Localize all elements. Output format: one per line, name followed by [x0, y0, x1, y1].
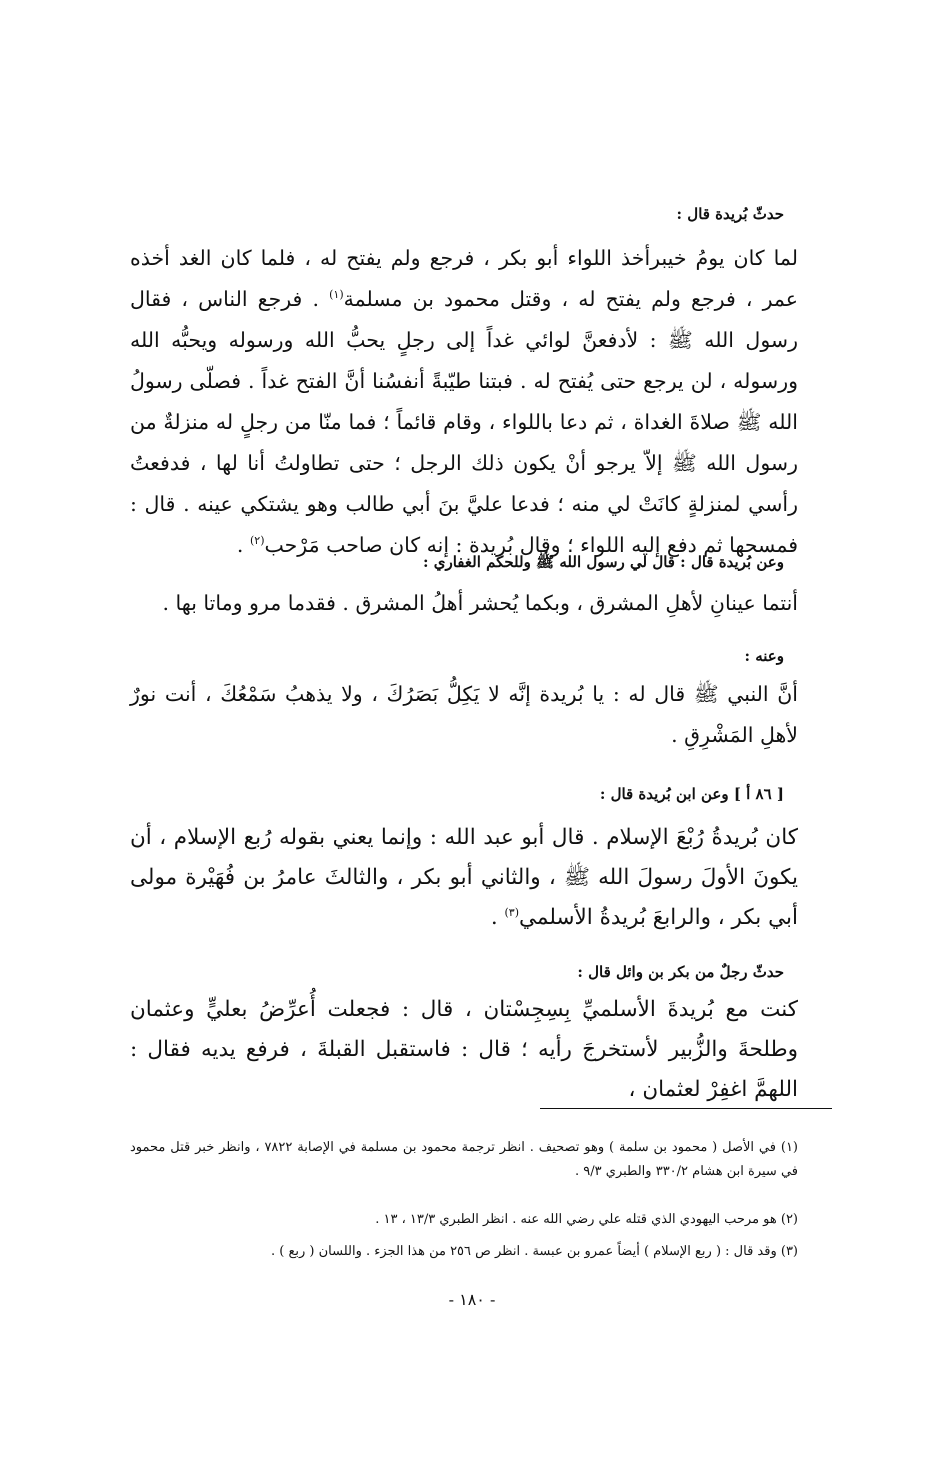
paragraph-khaybar-text-3: . [236, 533, 244, 557]
paragraph-khaybar-text-1: لما كان يومُ خيبرأخذ اللواء أبو بكر ، فرجع ولم يفتح له ، فلما كان الغد أخذه عمر ، فرجع ولم يفتح له ، وقتل محمود بن مسلمة [130, 246, 798, 311]
paragraph-quarter-islam [130, 818, 798, 938]
paragraph-khaybar [130, 238, 798, 566]
section-heading-ibn-buraida: [ ٨٦ أ ] وعن ابن بُريدة قال : [599, 785, 784, 803]
section-heading-buraida: حدثّ بُريدة قال : [676, 205, 784, 223]
paragraph-quarter-islam-end: . [490, 905, 498, 930]
paragraph-sijistan: كنت مع بُريدةَ الأسلميِّ بِسِجِسْتان ، قال : فجعلت أُعرِّضُ بعليٍّ وعثمان وطلحةَ والزُّبير لأستخرجَ رأيه ؛ قال : فاستقبل القبلةَ ، فرفع يديه فقال : اللهمَّ اغفِرْ لعثمان ، [130, 997, 798, 1102]
footnote-marker-1: (١) [329, 288, 344, 302]
footnote-marker-3: (٣) [504, 905, 520, 919]
section-heading-anhu: وعنه : [744, 647, 784, 665]
footnote-1: (١) في الأصل ( محمود بن سلمة ) وهو تصحيف . انظر ترجمة محمود بن مسلمة في الإصابة ٧٨٢٢ ، وانظر خبر قتل محمود في سيرة ابن هشام ٣٣٠/٢ والطبري ٩/٣ . [130, 1140, 798, 1179]
paragraph-two-eyes: أنتما عينانِ لأهلِ المشرق ، وبكما يُحشر أهلُ المشرق . فقدما مرو وماتا بها . [162, 591, 798, 615]
paragraph-khaybar-text-2: . فرجع الناس ، فقال رسول الله ﷺ : لأدفعنَّ لوائي غداً إلى رجلٍ يحبُّ الله ورسوله ويحبُّه الله ورسوله ، لن يرجع حتى يُفتح له . فبتنا طيّبةً أنفسُنا أنَّ الفتح غداً . فصلّى رسولُ الله ﷺ صلاةَ الغداة ، ثم دعا باللواء ، وقام قائماً ؛ فما منّا من رجلٍ له منزلةٌ من رسول الله ﷺ إلاّ يرجو أنْ يكون ذلك الرجل ؛ حتى تطاولتُ أنا لها ، فدفعتُ رأسي لمنزلةٍ كانَتْ لي منه ؛ فدعا عليَّ بنَ أبي طالب وهو يشتكي عينه . قال : فمسحها ثم دفع إليه اللواء ؛ وقال بُريدة : إنه كان صاحب مَرْحب [130, 287, 798, 557]
section-heading-east: وعن بُريدة قال : قال لي رسول الله ﷺ وللحكم الغفاري : [422, 553, 784, 571]
footnote-marker-2: (٢) [249, 534, 265, 548]
paragraph-light-of-east: أنَّ النبي ﷺ قال له : يا بُريدة إنَّه لا يَكِلُّ بَصَرُكَ ، ولا يذهبُ سَمْعُكَ ، أنت نورٌ لأهلِ المَشْرِقِ . [130, 682, 798, 747]
footnote-2: (٢) هو مرحب اليهودي الذي قتله علي رضي الله عنه . انظر الطبري ١٣/٣ ، ١٣ . [375, 1212, 798, 1227]
section-heading-bakr-wail: حدثّ رجلٌ من بكر بن وائل قال : [577, 963, 784, 981]
footnote-3: (٣) وقد قال : ( ربع الإسلام ) أيضاً عمرو بن عبسة . انظر ص ٢٥٦ من هذا الجزء . واللسان ( ربع ) . [270, 1244, 798, 1259]
footnote-divider [540, 1108, 832, 1109]
paragraph-quarter-islam-text: كان بُريدةُ رُبْعَ الإسلام . قال أبو عبد الله : وإنما يعني بقوله رُبع الإسلام ، أن يكونَ الأولَ رسولَ الله ﷺ ، والثاني أبو بكر ، والثالثَ عامرُ بن فُهَيْرة مولى أبي بكر ، والرابعَ بُريدةُ الأسلمي [130, 825, 798, 930]
page-number: - ١٨٠ - [448, 1290, 496, 1309]
